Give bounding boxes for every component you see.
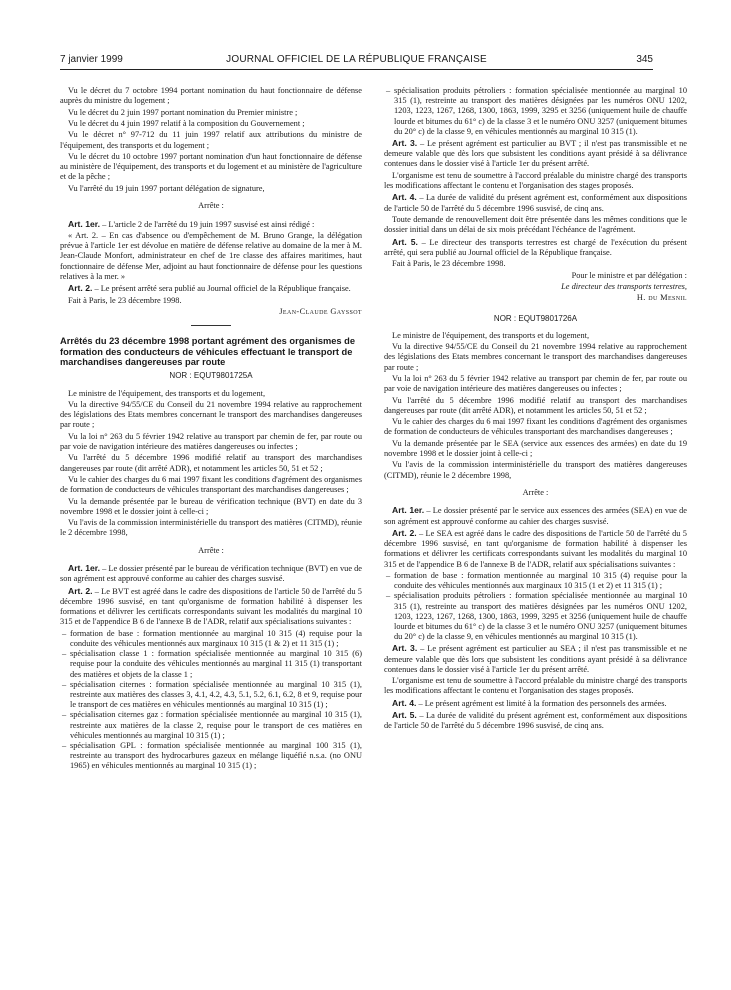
article-label: Art. 2.: [68, 283, 93, 294]
vu-paragraph: Vu le décret du 4 juin 1997 relatif à la composition du Gouvernement ;: [68, 118, 305, 128]
article-paragraph: L'organisme est tenu de soumettre à l'accord préalable du ministre chargé des transports les modifications affectant le contenu et l'organisation des stages proposés.: [384, 170, 687, 191]
header-rule: [60, 69, 653, 70]
article-label: Art. 1er.: [68, 563, 101, 574]
header-date: 7 janvier 1999: [60, 54, 123, 65]
arrete-label: Arrête :: [198, 201, 224, 211]
vu-paragraph: Vu l'arrêté du 19 juin 1997 portant délégation de signature,: [68, 183, 265, 193]
list-item: – spécialisation GPL : formation spécialisée mentionnée au marginal 100 315 (1), restreinte au transport des hydrocarbures gazeux en mélange liquéfié n.s.a. (no ONU 1965) en véhicules mentionnés au marginal 10 315 (1) ;: [60, 741, 362, 772]
minister-intro: Le ministre de l'équipement, des transports et du logement,: [392, 330, 590, 340]
signature-name: H. du Mesnil: [636, 293, 687, 303]
fait-a-paris: Fait à Paris, le 23 décembre 1998.: [68, 295, 182, 305]
article-4: [384, 698, 687, 709]
article-label: Art. 1er.: [68, 218, 101, 229]
specialisation-list-continued: [384, 86, 687, 137]
article-1: [384, 505, 687, 526]
vu-paragraph: Vu la loi n° 263 du 5 février 1942 relative au transport par chemin de fer, par route ou par voie de navigation intérieure des matières dangereuses ou infectes ;: [60, 431, 362, 451]
vu-paragraph: Vu le décret n° 97-712 du 11 juin 1997 relatif aux attributions du ministre de l'équipement, des transports et du logement ;: [60, 130, 362, 150]
article-2: [384, 528, 687, 570]
signature-line: Le directeur des transports terrestres,: [561, 281, 687, 291]
article-label: Art. 4.: [392, 697, 417, 708]
specialisation-list: [384, 571, 687, 642]
nor-reference: NOR : EQUT9801725A: [169, 371, 253, 381]
article-2: [60, 283, 362, 294]
nor-reference: NOR : EQUT9801726A: [493, 313, 578, 323]
article-text: – Le BVT est agréé dans le cadre des dispositions de l'article 50 de l'arrêté du 5 décembre 1996 susvisé, en tant qu'organisme de formation habilité à dispenser les formations et délivrer les certificats correspondants suivant les modalités du marginal 10 315 et de l'appendice B 6 de l'annexe B de l'ADR, relatif aux spécialisations suivantes :: [60, 586, 362, 627]
article-text: – La durée de validité du présent agrément est, conformément aux dispositions de l'article 50 de l'arrêté du 5 décembre 1996 susvisé, de cinq ans.: [384, 711, 687, 731]
vu-paragraph: Vu la directive 94/55/CE du Conseil du 21 novembre 1994 relative au rapprochement des législations des Etats membres concernant le transport des marchandises dangereuses par route ;: [60, 399, 362, 430]
article-paragraph: L'organisme est tenu de soumettre à l'accord préalable du ministre chargé des transports les modifications affectant le contenu et l'organisation des stages proposés.: [384, 676, 687, 696]
specialisation-list: [60, 629, 362, 772]
vu-paragraph: Vu l'avis de la commission interministérielle du transport des matières dangereuses (CITMD), réunie le 2 décembre 1998,: [384, 460, 687, 480]
minister-intro: Le ministre de l'équipement, des transports et du logement,: [68, 388, 266, 398]
article-label: Art. 2.: [392, 527, 417, 538]
article-paragraph: Toute demande de renouvellement doit être présentée dans les mêmes conditions que le dossier initial dans un délai de six mois précédant l'échéance de l'agrément.: [384, 215, 687, 235]
article-1: [60, 219, 362, 230]
article-text: – Le présent arrêté sera publié au Journal officiel de la République française.: [92, 284, 351, 294]
vu-paragraph: Vu la demande présentée par le SEA (service aux essences des armées) en date du 19 novembre 1998 et le dossier joint à celle-ci ;: [384, 438, 687, 458]
article-text: – Le SEA est agréé dans le cadre des dispositions de l'article 50 de l'arrêté du 5 décembre 1996 susvisé, en tant qu'organisme de formation habilité à dispenser les formations et délivrer les certificats correspondants suivant les modalités du marginal 10 315 et de l'appendice B 6 de l'annexe B de l'ADR, relatif aux spécialisations suivantes :: [384, 528, 687, 569]
vu-paragraph: Vu le cahier des charges du 6 mai 1997 fixant les conditions d'agrément des organismes de formation de conducteurs de véhicules transportant des marchandises dangereuses ;: [60, 474, 362, 495]
list-item: – spécialisation produits pétroliers : formation spécialisée mentionnée au marginal 10 315 (1), restreinte au transport des matières désignées par les numéros ONU 1202, 1203, 1223, 1267, 1268, 1300, 1863, 1999, 3295 et 3256 (uniquement huile de chauffe lourde et bitumes du 61° c) de la classe 3 et le numéro ONU 3257 (uniquement bitumes du 20° c) de la classe 9, en véhicules mentionnés au marginal 10 315 (1).: [384, 86, 687, 137]
vu-paragraph: Vu la demande présentée par le bureau de vérification technique (BVT) en date du 3 novembre 1998 et le dossier joint à celle-ci ;: [60, 496, 362, 516]
article-3: [384, 643, 687, 675]
article-label: Art. 1er.: [392, 505, 425, 516]
article-label: Art. 3.: [392, 643, 418, 654]
vu-paragraph: Vu le décret du 7 octobre 1994 portant nomination du haut fonctionnaire de défense auprès du ministre du logement ;: [60, 86, 362, 106]
vu-paragraph: Vu le décret du 2 juin 1997 portant nomination du Premier ministre ;: [68, 107, 298, 117]
arrete-title: Arrêtés du 23 décembre 1998 portant agrément des organismes de formation des conducteurs de véhicules effectuant le transport de marchandises dangereuses par route: [60, 336, 356, 367]
vu-paragraph: Vu la loi n° 263 du 5 février 1942 relative au transport par chemin de fer, par route ou par voie de navigation intérieure des matières dangereuses ou infectes ;: [384, 373, 687, 394]
article-5: [384, 237, 687, 258]
article-text: – Le dossier présenté par le bureau de vérification technique (BVT) en vue de son agrément est approuvé conforme au cahier des charges susvisé.: [60, 564, 362, 584]
vu-paragraph: Vu l'avis de la commission interministérielle du transport des matières (CITMD), réunie le 2 décembre 1998,: [60, 518, 362, 538]
vu-paragraph: Vu le cahier des charges du 6 mai 1997 fixant les conditions d'agrément des organismes de formation de conducteurs de véhicules transportant des marchandises dangereuses ;: [384, 417, 687, 437]
article-3: [384, 138, 687, 170]
list-item: – formation de base : formation mentionnée au marginal 10 315 (4) requise pour la conduite des véhicules mentionnés aux marginaux 10 315 (1 & 2) et 11 315 (1) ;: [60, 629, 362, 649]
article-1: [60, 563, 362, 584]
article-label: Art. 4.: [392, 192, 417, 203]
arrete-label: Arrête :: [522, 487, 549, 497]
article-5: [384, 710, 687, 731]
signature-line: Pour le ministre et par délégation :: [571, 270, 687, 280]
text-columns: [60, 86, 687, 976]
article-text: – Le directeur des transports terrestres est chargé de l'exécution du présent arrêté, qui sera publié au Journal officiel de la République française.: [384, 237, 687, 257]
article-text: – Le dossier présenté par le service aux essences des armées (SEA) en vue de son agrément est approuvé conforme au cahier des charges susvisé.: [384, 506, 687, 526]
list-item: – formation de base : formation mentionnée au marginal 10 315 (4) requise pour la conduite des véhicules mentionnés aux marginaux 10 315 (1 et 2) et 11 315 (1) ;: [384, 571, 687, 591]
arrete-label: Arrête :: [198, 545, 224, 555]
list-item: – spécialisation citernes gaz : formation spécialisée mentionnée au marginal 10 315 (1), restreinte aux matières de la classe 2, requise pour le transport de ces matières en véhicules mentionnés au marginal 10 315 (1) ;: [60, 710, 362, 741]
vu-paragraph: Vu l'arrêté du 5 décembre 1996 modifié relatif au transport des marchandises dangereuses par route (dit arrêté ADR), et notamment les articles 50, 51 et 52 ;: [60, 453, 362, 473]
list-item: – spécialisation classe 1 : formation spécialisée mentionnée au marginal 10 315 (6) requise pour la conduite des véhicules mentionnés au marginal 11 315 (1) transportant des matières et objets de la classe 1 ;: [60, 649, 362, 680]
list-item: – spécialisation citernes : formation spécialisée mentionnée au marginal 10 315 (1), restreinte aux matières des classes 3, 4.1, 4.2, 4.3, 5.1, 5.2, 6.1, 6.2, 8 et 9, requise pour le transport de ces matières en véhicules mentionnés au marginal 10 315 (1) ;: [60, 680, 362, 711]
vu-paragraph: Vu le décret du 10 octobre 1997 portant nomination d'un haut fonctionnaire de défense au ministère de l'équipement, des transports et du logement et au ministère de l'agriculture et de la pêche ;: [60, 151, 362, 182]
signature: Jean-Claude Gayssot: [279, 306, 362, 316]
running-header: [60, 54, 653, 68]
left-column: [60, 86, 362, 976]
article-4: [384, 192, 687, 213]
article-text: – La durée de validité du présent agrément est, conformément aux dispositions de l'article 50 de l'arrêté du 5 décembre 1996 susvisé, de cinq ans.: [384, 193, 687, 213]
article-text: – Le présent agrément est limité à la formation des personnels des armées.: [416, 698, 667, 708]
header-page-number: 345: [636, 54, 653, 65]
list-item: – spécialisation produits pétroliers : formation spécialisée mentionnée au marginal 10 315 (1), restreinte au transport des matières désignées par les numéros ONU 1202, 1203, 1223, 1267, 1268, 1300, 1863, 1999, 3295 et 3256 (uniquement huile de chauffe lourde et bitumes du 61° c) de la classe 3 et le numéro ONU 3257 (uniquement bitumes du 20° c) de la classe 9, en véhicules mentionnés au marginal 10 315 (1).: [384, 591, 687, 642]
article-2: [60, 586, 362, 628]
article-label: Art. 5.: [392, 236, 418, 247]
header-journal-title: JOURNAL OFFICIEL DE LA RÉPUBLIQUE FRANÇAISE: [226, 54, 487, 65]
article-label: Art. 5.: [392, 710, 417, 721]
article-label: Art. 3.: [392, 138, 418, 149]
article-text: – L'article 2 de l'arrêté du 19 juin 1997 susvisé est ainsi rédigé :: [100, 219, 315, 229]
vu-paragraph: Vu la directive 94/55/CE du Conseil du 21 novembre 1994 relative au rapprochement des législations des Etats membres concernant le transport des marchandises dangereuses par route ;: [384, 342, 687, 372]
article-quote: « Art. 2. – En cas d'absence ou d'empêchement de M. Bruno Grange, la délégation prévue à l'article 1er est dévolue en matière de défense relative au domaine de la mer à M. Jean-Claude Monfort, administrateur en chef de 1re classe des affaires maritimes, haut fonctionnaire de défense Mer, adjoint au haut fonctionnaire de défense pour les questions relatives à la mer. »: [60, 230, 362, 281]
article-text: – Le présent agrément est particulier au BVT ; il n'est pas transmissible et ne demeure valable que dès lors que subsistent les conditions ayant présidé à sa délivrance contenues dans le dossier visé à l'article 1er du présent arrêté.: [384, 139, 687, 169]
right-column: [384, 86, 687, 976]
article-label: Art. 2.: [68, 585, 93, 596]
separator-rule: [191, 325, 231, 326]
fait-a-paris: Fait à Paris, le 23 décembre 1998.: [392, 259, 506, 269]
article-text: – Le présent agrément est particulier au SEA ; il n'est pas transmissible et ne demeure valable que dès lors que subsistent les conditions ayant présidé à sa délivrance contenues dans le dossier visé à l'article 1er du présent arrêté.: [384, 644, 687, 674]
vu-paragraph: Vu l'arrêté du 5 décembre 1996 modifié relatif au transport des marchandises dangereuses par route (dit arrêté ADR), et notamment les articles 50, 51 et 52 ;: [384, 395, 687, 415]
